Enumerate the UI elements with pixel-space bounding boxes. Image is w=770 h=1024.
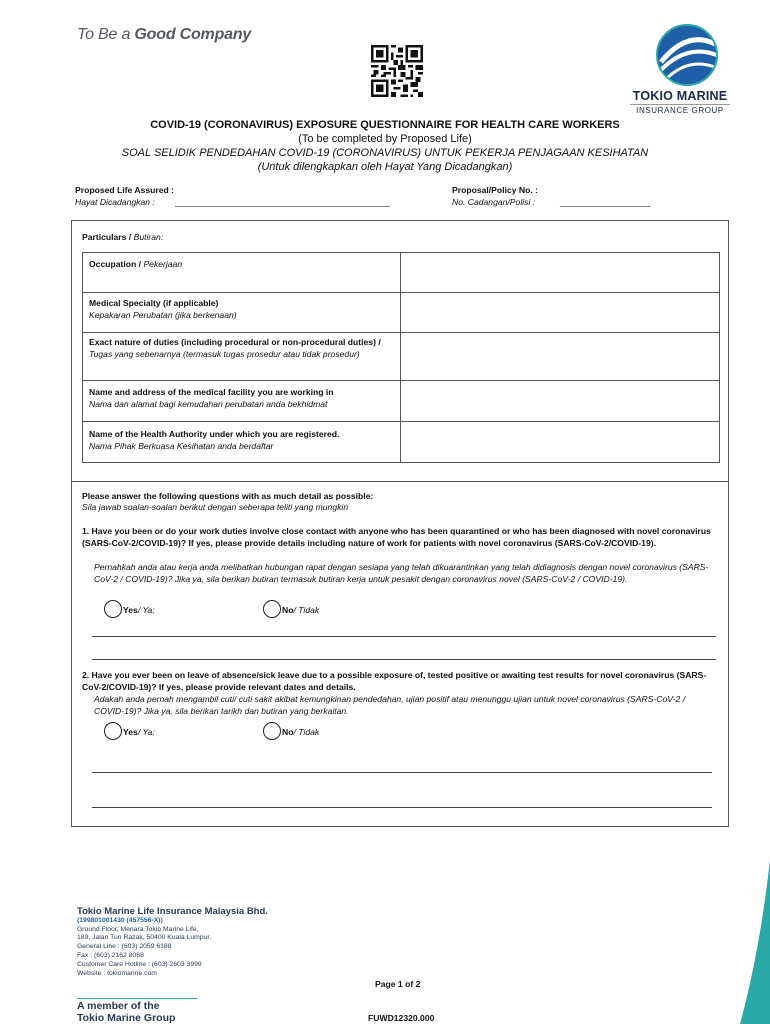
question-2-my: Adakah anda pernah mengambil cuti/ cuti sakit akibat kemungkinan pendedahan, ujian positif atau menunggu ujian untuk novel coronavirus (SARS-CoV-2 / COVID-19)? Jika ya, sila berikan tarikh dan butiran yang berkaitan. [94,694,686,716]
footer-rule [77,998,197,999]
question-2-en: 2. Have you ever been on leave of absence/sick leave due to a possible exposure of, tested positive or awaiting test results for novel coronavirus (SARS-CoV-2/COVID-19)? If yes, please provide relevant dates and details. [82,670,707,692]
company-tagline: To Be a Good Company [77,26,252,43]
row-duties: Exact nature of duties (including procedural or non-procedural duties) / Tugas yang sebenarnya (termasuk tugas prosedur atau tidak prosedur) [89,337,381,359]
q2-no-label: No/ Tidak [282,727,320,737]
q2-answer-line-1[interactable] [92,772,712,773]
questions-intro-my: Sila jawab soalan-soalan berikut dengan seberapa teliti yang mungkin [82,502,349,512]
q2-yes-label: Yes/ Ya; [123,727,155,737]
question-1-my: Pernahkah anda atau kerja anda melibatkan hubungan rapat dengan sesiapa yang telah dikuarantinkan yang telah didiagnosis dengan novel coronavirus (SARS-CoV-2 / COVID-19)? Jika ya, sila berikan butiran termasuk butiran kerja untuk pesakit dengan coronavirus novel (SARS-CoV-2 / COVID-19). [94,562,709,584]
facility-field[interactable] [402,382,718,420]
brand-group: INSURANCE GROUP [630,104,730,115]
row-divider [82,292,720,293]
form-code: FUWD12320.000 [368,1013,435,1023]
assured-input[interactable]: _____________________________________________ [175,197,391,207]
q1-answer-line-2[interactable] [92,659,716,660]
subtitle-my: (Untuk dilengkapkan oleh Hayat Yang Dicadangkan) [257,161,513,173]
q1-yes-label: Yes/ Ya; [123,605,155,615]
q2-answer-line-2[interactable] [92,807,712,808]
assured-label: Proposed Life Assured : [75,185,175,195]
footer-company-block: Tokio Marine Life Insurance Malaysia Bhd. (199801001430 (457556-X)) Ground Floor, Menara Tokio Marine Life, 189, Jalan Tun Razak, 50400 Kuala Lumpur. General Line : (603) 2059 6188 Fax : (603) 2162 8068 Customer Care Hotline : (603) 2603 3999 Website : tokiomarine.com [77,906,268,977]
q1-no-radio[interactable] [263,600,281,618]
policy-input[interactable]: ___________________ [560,197,651,207]
question-1-en: 1. Have you been or do your work duties involve close contact with anyone who has been quarantined or who has been diagnosed with novel coronavirus (SARS-CoV-2/COVID-19)? If yes, please provide details including nature of work for patients with novel coronavirus (SARS-CoV-2/COVID-19). [82,526,711,548]
row-divider [82,380,720,381]
title-my: SOAL SELIDIK PENDEDAHAN COVID-19 (CORONAVIRUS) UNTUK PEKERJA PENJAGAAN KESIHATAN [121,147,649,159]
q2-yes-radio[interactable] [104,722,122,740]
brand-name: TOKIO MARINE [632,89,728,103]
subtitle-en: (To be completed by Proposed Life) [298,133,472,145]
row-occupation: Occupation / Pekerjaan [89,259,183,269]
brand-wordmark [630,89,730,115]
title-en: COVID-19 (CORONAVIRUS) EXPOSURE QUESTIONNAIRE FOR HEALTH CARE WORKERS [150,119,620,131]
row-specialty: Medical Specialty (if applicable) Kepakaran Perubatan (jika berkenaan) [89,298,237,320]
q1-yes-radio[interactable] [104,600,122,618]
specialty-field[interactable] [402,294,718,331]
assured-label-my: Hayat Dicadangkan : [75,197,155,207]
authority-field[interactable] [402,423,718,461]
row-authority: Name of the Health Authority under which you are registered. Nama Pihak Berkuasa Kesihatan anda berdaftar [89,429,340,451]
decorative-wave [700,860,770,1024]
row-divider [82,332,720,333]
questions-intro: Please answer the following questions with as much detail as possible: [82,491,374,501]
tokio-marine-logo [643,22,731,88]
table-divider [400,252,401,463]
q2-no-radio[interactable] [263,722,281,740]
policy-label: Proposal/Policy No. : [452,185,538,195]
footer-member: A member of the Tokio Marine Group [77,1000,176,1024]
particulars-heading: Particulars / Butiran: [82,232,164,242]
section-divider [71,481,729,482]
q1-no-label: No/ Tidak [282,605,320,615]
row-facility: Name and address of the medical facility you are working in Nama dan alamat bagi kemudahan perubatan anda bekhidmat [89,387,334,409]
qr-code-icon [371,45,423,97]
row-divider [82,421,720,422]
page-number: Page 1 of 2 [375,979,421,989]
duties-field[interactable] [402,334,718,379]
policy-label-my: No. Cadangan/Polisi : [452,197,536,207]
occupation-field[interactable] [402,254,718,291]
q1-answer-line-1[interactable] [92,636,716,637]
